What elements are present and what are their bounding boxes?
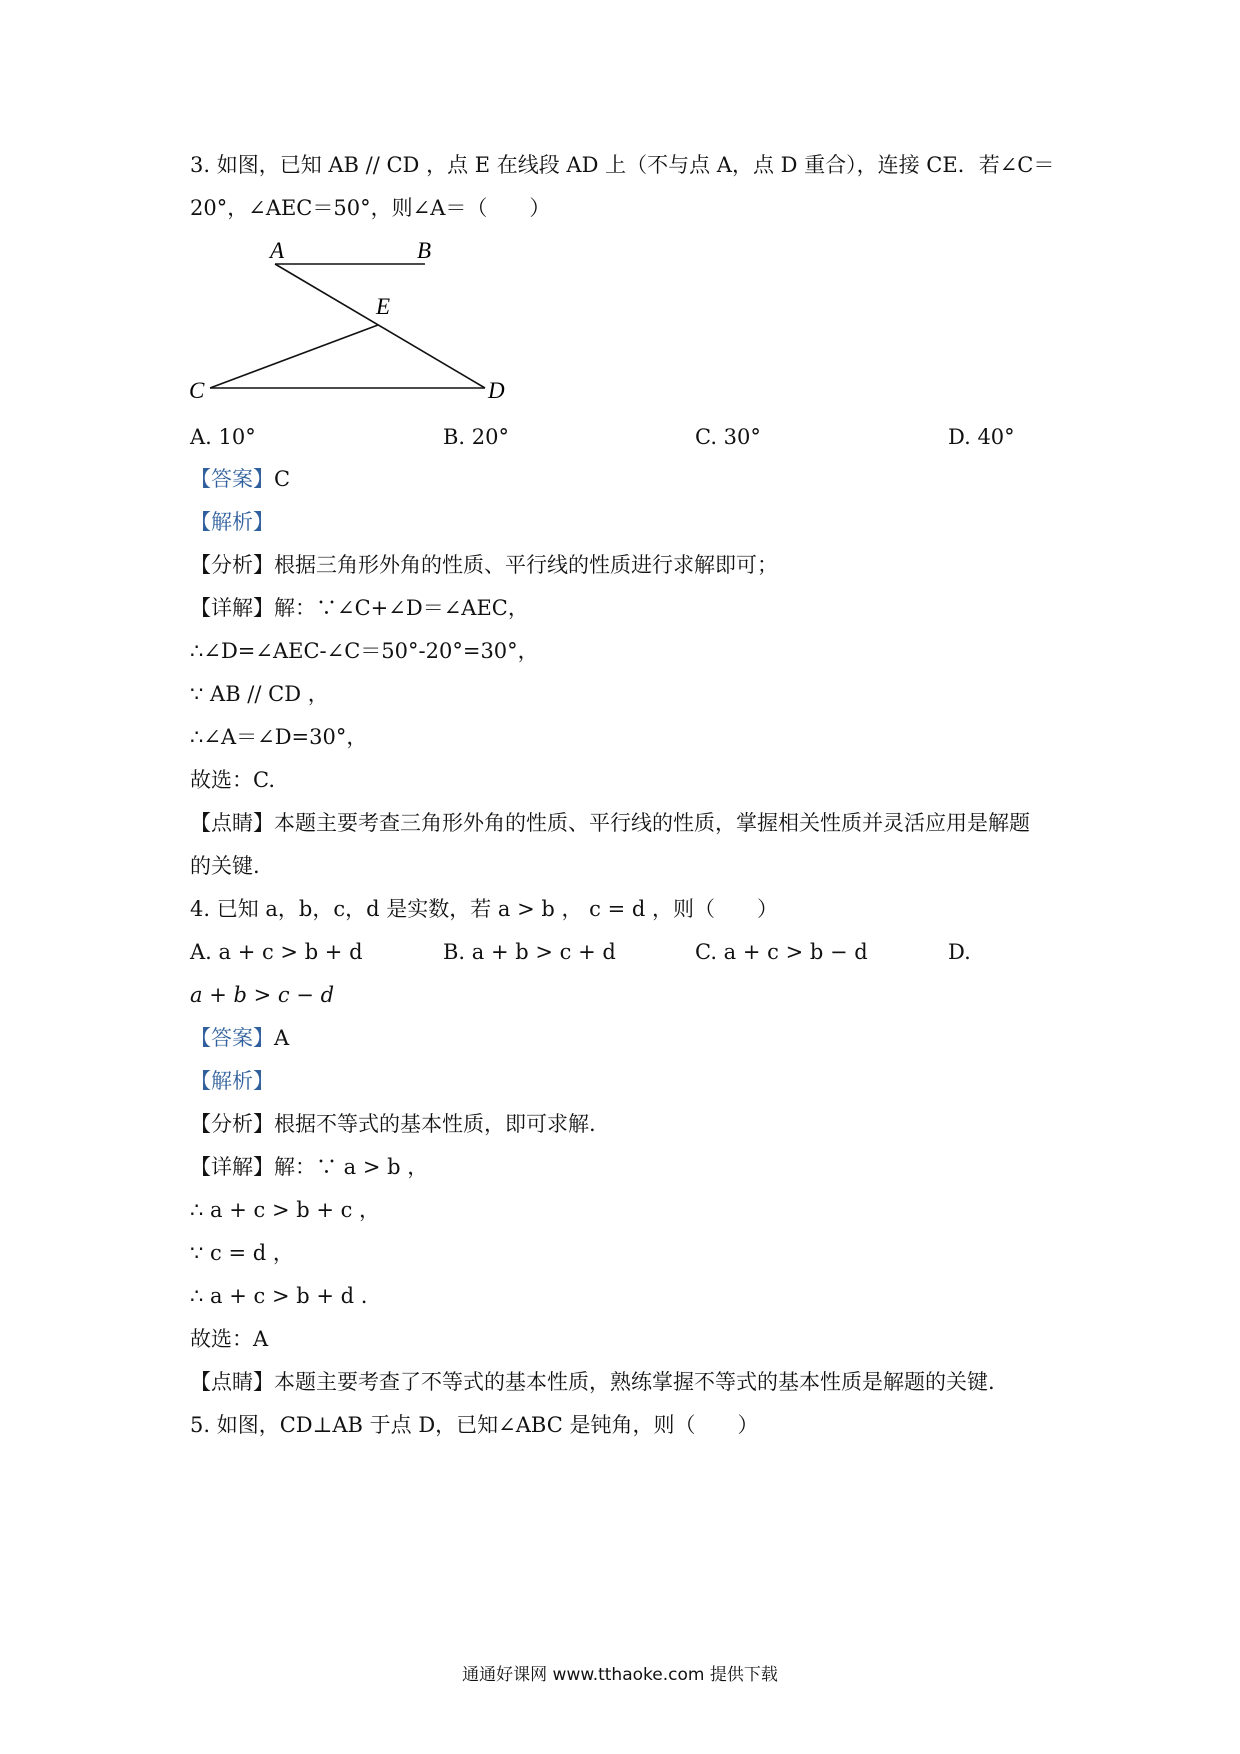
q4-step-4: ∴ a + c > b + d . (190, 1284, 368, 1308)
q3-step-3: ∵ AB // CD ， (190, 682, 329, 706)
q4-step-2: ∴ a + c > b + c ， (190, 1198, 381, 1222)
q4-answer: 【答案】A (190, 1026, 290, 1050)
segment-ad (275, 264, 485, 388)
q4-step-3: ∵ c = d ， (190, 1241, 294, 1265)
q4-step-5: 故选：A (190, 1327, 269, 1351)
q3-dianjing-2: 的关键. (190, 854, 260, 878)
q3-step-5: 故选：C. (190, 768, 275, 792)
q3-answer: 【答案】C (190, 467, 291, 491)
q3-step-2: ∴∠D=∠AEC-∠C＝50°-20°=30°， (190, 639, 539, 663)
q4-dianjing: 【点睛】本题主要考查了不等式的基本性质，熟练掌握不等式的基本性质是解题的关键. (190, 1370, 995, 1394)
label-e: E (376, 294, 391, 319)
q3-step-4: ∴∠A＝∠D=30°， (190, 725, 368, 749)
q3-analysis-tag: 【解析】 (190, 510, 274, 534)
q3-option-d: D. 40° (948, 425, 1015, 449)
label-d: D (488, 378, 505, 403)
q4-option-d: D. (948, 940, 971, 964)
q4-analysis-tag: 【解析】 (190, 1069, 274, 1093)
q4-step-1: 【详解】解：∵ a > b ， (190, 1155, 429, 1179)
q5-stem: 5. 如图，CD⊥AB 于点 D，已知∠ABC 是钝角，则（ ） (190, 1413, 759, 1437)
q3-stem-line2: 20°，∠AEC＝50°，则∠A＝（ ） (190, 196, 551, 220)
q3-fenxi: 【分析】根据三角形外角的性质、平行线的性质进行求解即可； (190, 553, 778, 577)
q3-option-b: B. 20° (443, 425, 510, 449)
q4-option-a: A. a + c > b + d (190, 940, 363, 964)
footer-source: 通通好课网 www.tthaoke.com 提供下载 (462, 1665, 778, 1685)
q3-dianjing-1: 【点睛】本题主要考查三角形外角的性质、平行线的性质，掌握相关性质并灵活应用是解题 (190, 811, 1030, 835)
segment-ce (210, 325, 378, 388)
q4-option-c: C. a + c > b − d (695, 940, 868, 964)
label-b: B (417, 238, 432, 263)
q4-option-d-content: a + b > c − d (190, 983, 335, 1007)
label-a: A (270, 238, 285, 263)
q4-stem: 4. 已知 a，b，c，d 是实数，若 a > b ， c = d ，则（ ） (190, 897, 778, 921)
label-c: C (189, 378, 205, 403)
q3-figure (185, 232, 525, 412)
q3-option-a: A. 10° (190, 425, 256, 449)
q3-step-1: 【详解】解：∵∠C+∠D＝∠AEC， (190, 596, 529, 620)
q4-option-b: B. a + b > c + d (443, 940, 616, 964)
q3-stem-line1: 3. 如图，已知 AB // CD ，点 E 在线段 AD 上（不与点 A，点 D 重合），连接 CE．若∠C＝ (190, 153, 1055, 177)
q3-option-c: C. 30° (695, 425, 761, 449)
q4-fenxi: 【分析】根据不等式的基本性质，即可求解. (190, 1112, 596, 1136)
